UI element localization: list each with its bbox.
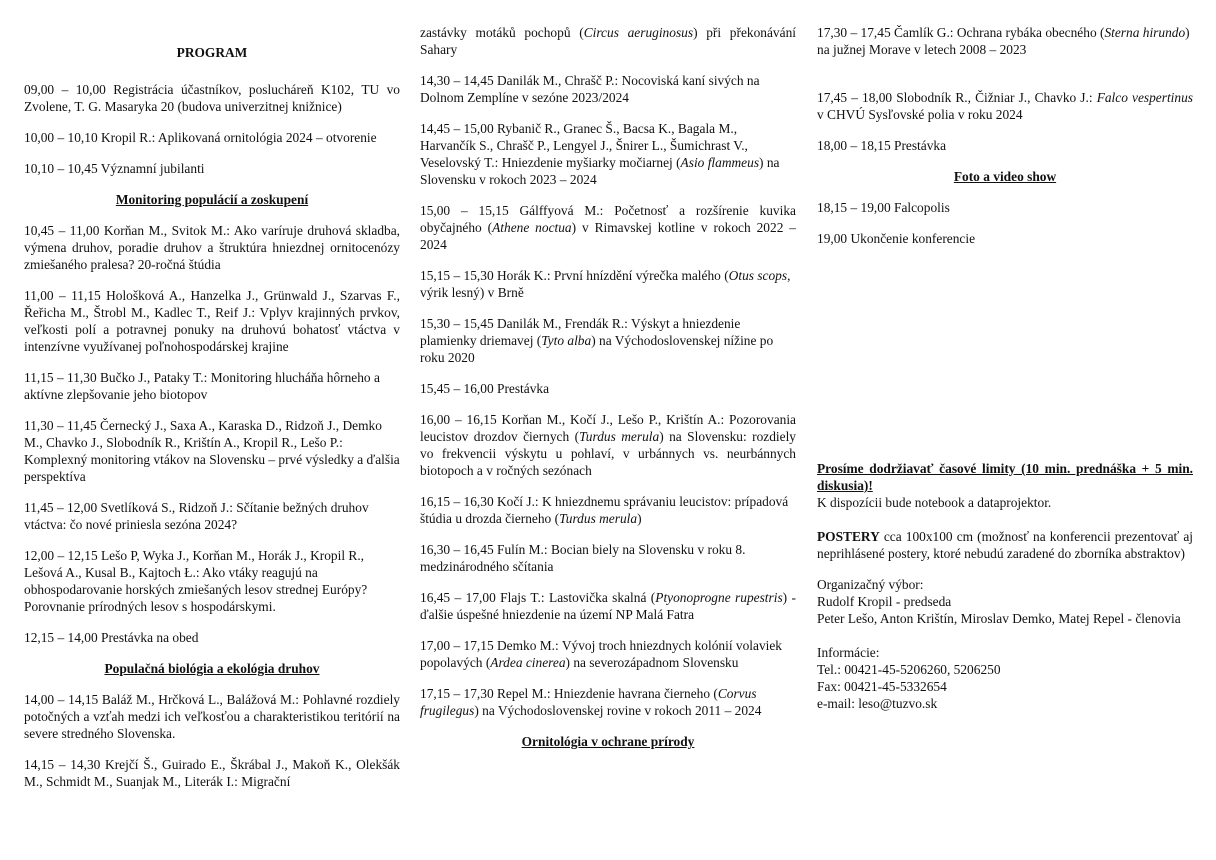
info-email: e-mail: leso@tuzvo.sk	[817, 696, 938, 711]
equipment-note: K dispozícii bude notebook a dataprojektor.	[817, 495, 1052, 510]
entry-text: 17,45 – 18,00 Slobodník R., Čižniar J., Chavko J.:	[817, 90, 1097, 105]
committee-members: Peter Lešo, Anton Krištín, Miroslav Demko, Matej Repel - členovia	[817, 611, 1181, 626]
program-entry: 14,15 – 14,30 Krejčí Š., Guirado E., Škrábal J., Makoň K., Olekšák M., Schmidt M., Suanjak M., Literák I.: Migrační	[24, 757, 400, 789]
species-name: Ardea cinerea	[490, 655, 566, 670]
program-entry: 10,10 – 10,45 Významní jubilanti	[24, 161, 205, 176]
program-entry: 11,00 – 11,15 Hološková A., Hanzelka J., Grünwald J., Szarvas F., Řeřicha M., Štrobl M., Kadlec T., Reif J.: Vplyv krajinných prvkov, veľkosti polí a potravnej ponuky na druhovú bohatosť vtáctva v intenzívne využívanej poľnohospodárskej krajine	[24, 288, 400, 354]
posters-note	[817, 528, 1193, 562]
entry-text: ) na Východoslovenskej rovine v rokoch 2011 – 2024	[474, 703, 762, 718]
entry-text: 16,00 – 16,15 Korňan M., Kočí J., Lešo P., Krištín A.: Pozorovania leucistov drozdov čiernych (	[420, 412, 796, 444]
species-name: Turdus merula	[579, 429, 660, 444]
committee-title: Organizačný výbor:	[817, 577, 924, 592]
program-title: PROGRAM	[176, 45, 248, 60]
program-entry: 09,00 – 10,00 Registrácia účastníkov, poslucháreň K102, TU vo Zvolene, T. G. Masaryka 20 (budova univerzitnej knižnice)	[24, 82, 400, 114]
section-heading-population-biology: Populačná biológia a ekológia druhov	[104, 661, 320, 676]
program-entry	[420, 589, 796, 623]
entry-text: 15,15 – 15,30 Horák K.: První hnízdění výrečka malého (	[420, 268, 729, 283]
entry-text: )	[637, 511, 642, 526]
species-name: Athene noctua	[492, 220, 572, 235]
species-name: Otus scops	[728, 268, 788, 283]
entry-text: ) na Slovensku: rozdiely vo frekvencii výskytu u pohlaví, v urbánnych vs. neurbánnych biotopoch a v ročných sezónach	[420, 429, 796, 478]
program-entry	[420, 120, 796, 188]
program-entry: 14,00 – 14,15 Baláž M., Hrčková L., Balážová M.: Pohlavné rozdiely potočných a vzťah medzi ich veľkosťou a charakteristikou teritórií na severe stredného Slovenska.	[24, 692, 400, 741]
entry-text: ) při překonávání Sahary	[420, 25, 796, 57]
program-entry: 18,00 – 18,15 Prestávka	[817, 138, 947, 153]
entry-text: 17,15 – 17,30 Repel M.: Hniezdenie havrana čierneho (	[420, 686, 718, 701]
program-entry: 14,30 – 14,45 Danilák M., Chrašč P.: Nocoviská kaní sivých na Dolnom Zemplíne v sezóne 2023/2024	[420, 73, 760, 105]
program-entry: 16,30 – 16,45 Fulín M.: Bocian biely na Slovensku v roku 8. medzinárodného sčítania	[420, 542, 746, 574]
program-entry	[817, 24, 1193, 58]
program-entry: 12,00 – 12,15 Lešo P, Wyka J., Korňan M., Horák J., Kropil R., Lešová A., Kusal B., Kajtoch Ł.: Ako vtáky reagujú na obhospodarovanie horských zmiešaných lesov strednej Európy? Porovnanie prírodných lesov s hospodárskymi.	[24, 548, 368, 614]
entry-text: ) v Rimavskej kotline v rokoch 2022 – 2024	[420, 220, 796, 252]
species-name: Turdus merula	[559, 511, 638, 526]
program-entry	[817, 89, 1193, 123]
program-entry	[420, 493, 796, 527]
species-name: Circus aeruginosus	[583, 25, 694, 40]
program-entry	[420, 202, 796, 253]
spacer	[817, 261, 1193, 460]
program-entry: 15,45 – 16,00 Prestávka	[420, 381, 550, 396]
posters-label: POSTERY	[817, 529, 880, 544]
species-name: Corvus frugilegus	[420, 686, 757, 718]
entry-text: ) na severozápadnom Slovensku	[565, 655, 739, 670]
section-heading-monitoring: Monitoring populácií a zoskupení	[115, 192, 309, 207]
entry-text: 17,00 – 17,15 Demko M.: Vývoj troch hniezdnych kolónií volaviek popolavých (	[420, 638, 782, 670]
program-entry	[420, 267, 796, 301]
time-limit-text: Prosíme dodržiavať časové limity (10 min. prednáška + 5 min. diskusia)!	[817, 461, 1193, 493]
program-column-2	[420, 24, 796, 764]
program-entry	[420, 637, 796, 671]
entry-text: , výrik lesný) v Brně	[420, 268, 791, 300]
program-entry	[420, 685, 796, 719]
committee-chair: Rudolf Kropil - predseda	[817, 594, 952, 609]
entry-text: ) - ďalšie úspešné hniezdenie na území NP Malá Fatra	[420, 590, 796, 622]
spacer	[817, 72, 1193, 89]
section-heading-conservation: Ornitológia v ochrane prírody	[521, 734, 695, 749]
info-fax: Fax: 00421-45-5332654	[817, 679, 947, 694]
info-phone: Tel.: 00421-45-5206260, 5206250	[817, 662, 1001, 677]
species-name: Falco vespertinus	[1096, 90, 1193, 105]
program-entry: 11,45 – 12,00 Svetlíková S., Ridzoň J.: Sčítanie bežných druhov vtáctva: čo nové priniesla sezóna 2024?	[24, 500, 369, 532]
entry-text: 15,30 – 15,45 Danilák M., Frendák R.: Výskyt a hniezdenie plamienky driemavej (	[420, 316, 741, 348]
program-column-1	[24, 24, 400, 804]
program-entry: 11,30 – 11,45 Černecký J., Saxa A., Karaska D., Ridzoň J., Demko M., Chavko J., Slobodník R., Krištín A., Kropil R., Lešo P.: Komplexný monitoring vtákov na Slovensku – prvé výsledky a ďalšia perspektíva	[24, 418, 400, 484]
entry-text: zastávky motáků pochopů (	[420, 25, 584, 40]
program-column-3	[817, 24, 1193, 712]
species-name: Ptyonoprogne rupestris	[655, 590, 783, 605]
program-entry: 10,45 – 11,00 Korňan M., Svitok M.: Ako varíruje druhová skladba, výmena druhov, poradie druhov a štruktúra hniezdnej ornitocenózy zmiešaného pralesa? 20-ročná štúdia	[24, 223, 400, 272]
entry-text: ) na Slovensku v rokoch 2023 – 2024	[420, 155, 780, 187]
species-name: Sterna hirundo	[1104, 25, 1186, 40]
entry-text: ) na Východoslovenskej nížine po roku 2020	[420, 333, 774, 365]
entry-text: 15,00 – 15,15 Gálffyová M.: Početnosť a rozšírenie kuvika obyčajného (	[420, 203, 796, 235]
program-entry	[420, 411, 796, 479]
organizing-committee	[817, 576, 1193, 627]
program-entry: 12,15 – 14,00 Prestávka na obed	[24, 630, 199, 645]
entry-text: 14,45 – 15,00 Rybanič R., Granec Š., Bacsa K., Bagala M., Harvančík S., Chrašč P., Lengyel J., Šnirer L., Šumichrast V., Veselovský T.: Hniezdenie myšiarky močiarnej (	[420, 121, 748, 170]
entry-text: 16,45 – 17,00 Flajs T.: Lastovička skalná (	[420, 590, 656, 605]
program-entry: 18,15 – 19,00 Falcopolis	[817, 200, 950, 215]
section-heading-photo-video: Foto a video show	[953, 169, 1057, 184]
program-entry	[420, 24, 796, 58]
info-title: Informácie:	[817, 645, 880, 660]
program-entry	[420, 315, 796, 366]
program-entry: 11,15 – 11,30 Bučko J., Pataky T.: Monitoring hlucháňa hôrneho a aktívne zlepšovanie jeho biotopov	[24, 370, 380, 402]
entry-text: ) na južnej Morave v letech 2008 – 2023	[817, 25, 1190, 57]
contact-info	[817, 644, 1193, 712]
program-entry: 19,00 Ukončenie konferencie	[817, 231, 976, 246]
entry-text: 17,30 – 17,45 Čamlík G.: Ochrana rybáka obecného (	[817, 25, 1105, 40]
time-limit-notice	[817, 460, 1193, 511]
entry-text: 16,15 – 16,30 Kočí J.: K hniezdnemu správaniu leucistov: prípadová štúdia u drozda čierneho (	[420, 494, 789, 526]
posters-text: cca 100x100 cm (možnosť na konferencii prezentovať aj neprihlásené postery, ktoré nebudú zaradené do zborníka abstraktov)	[817, 529, 1193, 561]
program-entry: 10,00 – 10,10 Kropil R.: Aplikovaná ornitológia 2024 – otvorenie	[24, 130, 377, 145]
species-name: Tyto alba	[541, 333, 592, 348]
species-name: Asio flammeus	[680, 155, 760, 170]
entry-text: v CHVÚ Sysľovské polia v roku 2024	[817, 107, 1023, 122]
